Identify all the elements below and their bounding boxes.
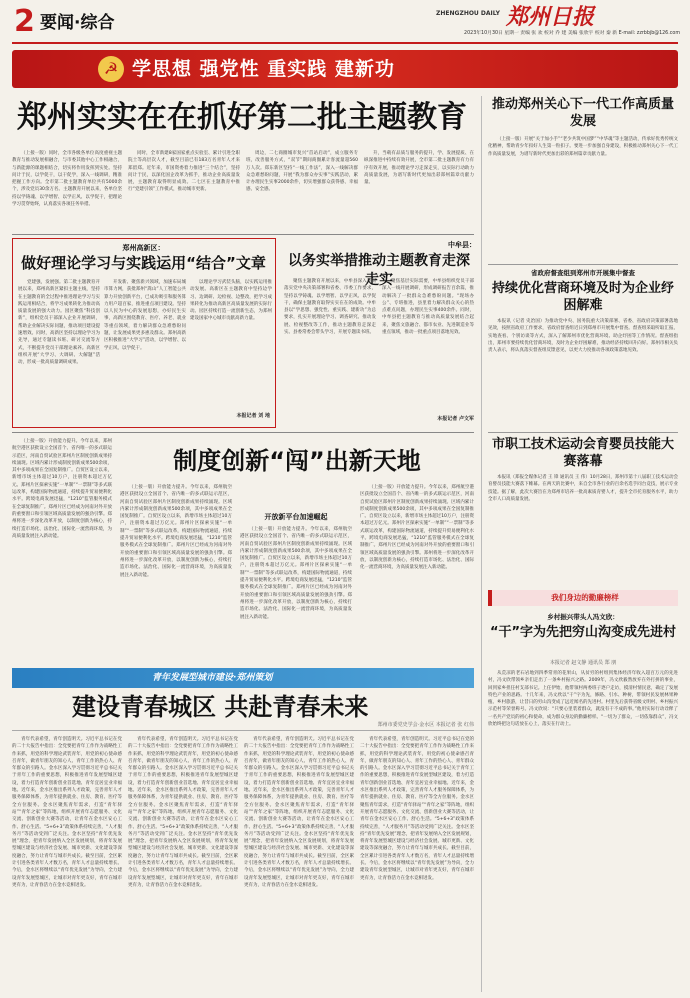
main-col-3: （上接一版）开放能力提升。今年以来，郑州航空港区获批设立全国首个、省内唯一的多式联运示范区，河南自贸试验区郑州片区制度创新成果持续涌现。区域内累计形成制度创新成果500余项，其中多项成果在全国复制推广。自贸区设立以来，新增市场主体超过10万户，注册资本超过万亿元。郑州片区探索实施“一单制”“一票制”等多式联运改革，构建国际物流通道，持续提升贸易便利化水平。跨境电商发展迅猛，“1210”监管服务模式在全球复制推广。郑州片区已经成为河南对外开放的重要窗口和引领区域高质量发展的强劲引擎。郑州将进一步深化改革开放，以制度创新为核心，持续打造市场化、法治化、国际化一流营商环境，为高质量发展注入新动能。 (240, 527, 352, 620)
right-article2-title: 持续优化营商环境及时为企业纾困解难 (491, 281, 674, 313)
right-article3-body: 本报讯（郑报全媒体记者 王 锋 通讯员 王 伟）10月28日，郑州市第十八届职工技术运动会育婴员技能大赛落下帷幕。在两天的比赛中，来自全市各行业的百余名选手同台竞技，展示专业技能。据了解，此次大赛旨在为郑州市培养一批高素质育婴人才，提升全市托育服务水平，助力全市人口高质量发展。 (488, 475, 678, 502)
column-divider (481, 96, 482, 992)
right-article1-body: （上接一版）开展“关于加小手”“老少共筑中国梦”“中华魂”等主题活动，传承好优秀传统文化精神，帮助青少年扣好人生第一粒扣子。要进一步加强自身建设，积极推动郑州关心下一代工作高质量发展，为谱写新时代更加出彩的郑州篇章贡献力量。 (488, 137, 678, 157)
party-emblem-icon: ☭ (98, 56, 124, 82)
article-right-reporter: 本报记者 卢文军 (437, 416, 474, 422)
article-left-reporter: 本报记者 刘 地 (236, 413, 270, 419)
youth-col-2: 青年代表希望，青年创造明天。习近平总书记在党的二十大报告中指出：全党要把青年工作作为战略性工作来抓，用党的科学理论武装青年，用党的初心使命感召青年，做青年朋友的知心人、青年工作的热心人、青年群众的引路人。金水区深入学习贯彻习近平总书记关于青年工作的重要思想，积极推进青年发展型城区建设，着力打造青年创新创业首选地、青年宜居宜业幸福地。近年来，金水区推出系列人才政策，完善青年人才服务保障体系，为青年提供就业、住房、教育、医疗等全方位服务。金水区聚焦青年需求，打造“青年驿站”“青年之家”等阵地，组织开展青年志愿服务、文化交流、创新创业大赛等活动，让青年在金水区安心工作、舒心生活。“5+6+3”政策体系持续完善，“人才服务月”等活动受到广泛关注。金水区坚持“青年优先发展”理念，把青年发展纳入全区发展规划，将青年发展型城区建设与经济社会发展、城市更新、文化建设等深度融合，努力让青年与城市共成长。截至目前，全区累计引进各类青年人才数万名，青年人才总量持续增长。今后，金水区将继续以“青年优先发展”为导向，全力建设青年发展型城区，让城市对青年更友好，青年在城市更有为，让青春活力在金水竞相迸发。 (128, 737, 238, 888)
divider-middle (12, 432, 474, 433)
article-right-title: 以务实举措推动主题教育走深走实 (288, 253, 470, 288)
right-rule-1 (488, 264, 678, 265)
main-col-4: （上接一版）开放能力提升。今年以来，郑州航空港区获批设立全国首个、省内唯一的多式联运示范区，河南自贸试验区郑州片区制度创新成果持续涌现。区域内累计形成制度创新成果500余项，其中多项成果在全国复制推广。自贸区设立以来，新增市场主体超过10万户，注册资本超过万亿元。郑州片区探索实施“一单制”“一票制”等多式联运改革，构建国际物流通道，持续提升贸易便利化水平。跨境电商发展迅猛，“1210”监管服务模式在全球复制推广。郑州片区已经成为河南对外开放的重要窗口和引领区域高质量发展的强劲引擎。郑州将进一步深化改革开放，以制度创新为核心，持续打造市场化、法治化、国际化一流营商环境，为高质量发展注入新动能。 (360, 485, 474, 571)
box-article-left (12, 238, 276, 428)
youth-col-3: 青年代表希望，青年创造明天。习近平总书记在党的二十大报告中指出：全党要把青年工作作为战略性工作来抓，用党的科学理论武装青年，用党的初心使命感召青年，做青年朋友的知心人、青年工作的热心人、青年群众的引路人。金水区深入学习贯彻习近平总书记关于青年工作的重要思想，积极推进青年发展型城区建设，着力打造青年创新创业首选地、青年宜居宜业幸福地。近年来，金水区推出系列人才政策，完善青年人才服务保障体系，为青年提供就业、住房、教育、医疗等全方位服务。金水区聚焦青年需求，打造“青年驿站”“青年之家”等阵地，组织开展青年志愿服务、文化交流、创新创业大赛等活动，让青年在金水区安心工作、舒心生活。“5+6+3”政策体系持续完善，“人才服务月”等活动受到广泛关注。金水区坚持“青年优先发展”理念，把青年发展纳入全区发展规划，将青年发展型城区建设与经济社会发展、城市更新、文化建设等深度融合，努力让青年与城市共成长。截至目前，全区累计引进各类青年人才数万名，青年人才总量持续增长。今后，金水区将继续以“青年优先发展”为导向，全力建设青年发展型城区，让城市对青年更友好，青年在城市更有为，让青春活力在金水竞相迸发。 (244, 737, 354, 888)
right-article4-col-1: 从荒凉的老石岩地到四季常青的花果山，从贫穷的村组到集体经济年收入超百万元的先进村，冯文欣带领乡亲们走出了一条乡村振兴之路。2009年，冯文欣毅然放弃在外打拼的事业，回到家乡担任村支部书记。上任伊始，他带领村两委班子逐户走访，摸清村情民意，确定了发展特色产业的思路。十几年来，冯文欣以“干”字为先，修路、引水、种树，带领村民发展林果种植、乡村旅游，让昔日的穷山沟变成了远近闻名的先进村。村里先后获得省级文明村、乡村振兴示范村等荣誉称号。冯文欣说：“只要心里装着群众，就没有干不成的事。”他用实际行动诠释了一名共产党员的初心和使命，成为群众身边的勤廉榜样。“一切为了群众，一切依靠群众”，冯文欣始终把这句话放在心上，落实在行动上。 (488, 671, 678, 728)
youth-banner-text: 青年发展型城市建设·郑州策划 (152, 673, 273, 683)
right-article3-title: 市职工技术运动会育婴员技能大赛落幕 (491, 437, 674, 469)
article-left-col-3: 以理论学习武装头脑，以实践运用推动发展。高新区在主题教育中坚持边学习、边调研、边检视、边整改，把学习成果转化为推动高新区高质量发展的实际行动。园区持续打造一流创新生态，为郑州建设国家中心城市贡献高新力量。 (190, 280, 272, 322)
youth-col-1: 青年代表希望，青年创造明天。习近平总书记在党的二十大报告中指出：全党要把青年工作作为战略性工作来抓，用党的科学理论武装青年，用党的初心使命感召青年，做青年朋友的知心人、青年工作的热心人、青年群众的引路人。金水区深入学习贯彻习近平总书记关于青年工作的重要思想，积极推进青年发展型城区建设，着力打造青年创新创业首选地、青年宜居宜业幸福地。近年来，金水区推出系列人才政策，完善青年人才服务保障体系，为青年提供就业、住房、教育、医疗等全方位服务。金水区聚焦青年需求，打造“青年驿站”“青年之家”等阵地，组织开展青年志愿服务、文化交流、创新创业大赛等活动，让青年在金水区安心工作、舒心生活。“5+6+3”政策体系持续完善，“人才服务月”等活动受到广泛关注。金水区坚持“青年优先发展”理念，把青年发展纳入全区发展规划，将青年发展型城区建设与经济社会发展、城市更新、文化建设等深度融合，努力让青年与城市共成长。截至目前，全区累计引进各类青年人才数万名，青年人才总量持续增长。今后，金水区将继续以“青年优先发展”为导向，全力建设青年发展型城区，让城市对青年更友好，青年在城市更有为，让青春活力在金水竞相迸发。 (12, 737, 122, 888)
lead-col-2: 同时，全市新建8家国家重点实验室、累计引进全职院士等高层次人才，截至目前已有183万名青年人才来郑留郑。近年来，市国资委着力推进“三个结合”，坚持问计于民，以深化国企改革为抓手，推动企业高质量发展，主题教育取得明显成效。二七区在主题教育中推行“党建引领”工作模式，推动城市更新。 (128, 151, 240, 193)
youth-banner (12, 668, 474, 688)
main-col-1: （上接一版）开放能力提升。今年以来，郑州航空港区获批设立全国首个、省内唯一的多式联运示范区，河南自贸试验区郑州片区制度创新成果持续涌现。区域内累计形成制度创新成果500余项，其中多项成果在全国复制推广。自贸区设立以来，新增市场主体超过10万户，注册资本超过万亿元。郑州片区探索实施“一单制”“一票制”等多式联运改革，构建国际物流通道，持续提升贸易便利化水平。跨境电商发展迅猛，“1210”监管服务模式在全球复制推广。郑州片区已经成为河南对外开放的重要窗口和引领区域高质量发展的强劲引擎。郑州将进一步深化改革开放，以制度创新为核心，持续打造市场化、法治化、国际化一流营商环境，为高质量发展注入新动能。 (12, 439, 112, 539)
right-article2-kicker: 省政府督查组到郑州市开展集中督查 (531, 269, 635, 277)
header-rule (12, 42, 678, 44)
page-header (0, 0, 690, 44)
theme-banner (12, 50, 678, 88)
article-right-col-2: 聚焦基层实际需要，中牟县组织党员干部深入一线开展调研，形成调研报告百余篇，推动解决了一批群众急难愁盼问题。“现场办公”、专班推进，县里着力解决群众关心的热点难点问题，办理民生实事400余件。同时，中牟县把主题教育与推动高质量发展结合起来，聚焦文旅融合、都市农业、先进制造业等重点领域，推动一批重点项目落地见效。 (382, 279, 474, 336)
main-col-2: （上接一版）开放能力提升。今年以来，郑州航空港区获批设立全国首个、省内唯一的多式联运示范区，河南自贸试验区郑州片区制度创新成果持续涌现。区域内累计形成制度创新成果500余项，其中多项成果在全国复制推广。自贸区设立以来，新增市场主体超过10万户，注册资本超过万亿元。郑州片区探索实施“一单制”“一票制”等多式联运改革，构建国际物流通道，持续提升贸易便利化水平。跨境电商发展迅猛，“1210”监管服务模式在全球复制推广。郑州片区已经成为河南对外开放的重要窗口和引领区域高质量发展的强劲引擎。郑州将进一步深化改革开放，以制度创新为核心，持续打造市场化、法治化、国际化一流营商环境，为高质量发展注入新动能。 (120, 485, 232, 578)
article-left-col-2: 开发新、聚焦新兴领域，加速布局城市算力网，获批郑州“嵩山”人工智能公共算力开放创新平台，已成功吸引和服务算力用户超百家，推进重点项目建设。坚持以人民为中心的发展思想，办好民生实事，高新区围绕教育、医疗、养老、就业等重点领域，着力解决群众急难愁盼问题，让发展成果更多惠及群众。郑州高新区积极推进“大学习”活动，以学增智、以学正风、以学促干。 (104, 280, 186, 351)
lead-col-1: （上接一版）同时，全市各级各单位高度重视主题教育与推动发展相融合，与市委其他中心工作相融合，与新能源的课题相结合，切实将作用发挥到实处。坚持问计于民，以学促干，以干促学，深入一线调研，精准把握工作方向。全市第二批主题教育单位共有5000余个，涉及党员30余万名。主题教育开展以来，各单位坚持以学铸魂、以学增智、以学正风、以学促干，把理论学习贯穿始终，认真落实各项任务举措。 (12, 151, 122, 208)
right-article1-title: 推动郑州关心下一代工作高质量发展 (491, 97, 674, 129)
article-right-kicker: 中牟县： (448, 241, 476, 249)
youth-byline: 郑州市委党史学会·金水区 本报记者 张 红伟 (377, 722, 474, 728)
youth-rule (12, 730, 474, 731)
main-title: 制度创新“闯”出新天地 (173, 447, 421, 475)
page-number: 2 (14, 4, 35, 39)
article-left-col-1: 党建强，发展强。第二批主题教育开展以来，郑州高新区紧扣主题主线，坚持在主题教育的全过程中推进理论学习与实践运用相结合，将学习成果转化为推动高质量发展的强大动力。园区聚焦“科技创新”，组织党员干部深入企业开展调研，帮助企业解决实际问题，推动项目建设提速增效。同时，高新区坚持以理论学习为先导，通过专题读书班、研讨交流等方式，不断提升党员干部理论素养。高新区组织开展“大学习、大调研、大解题”活动，形成一批高质量调研成果。 (18, 280, 100, 366)
right-article2-body: 本报讯（记者 史治国）为推动党中央、国务院重大决策部署、省委、省政府决策部署落地见效，按照省政府工作要求，省政府督查组近日到郑州市开展集中督查。督查组采取听取汇报、实地查看、个别访谈等方式，深入了解郑州市优化营商环境、助企纾困等工作情况。督查组指出，郑州市要持续优化营商环境，及时为企业纾困解难，推动经济持续回升向好。郑州市相关负责人表示，将认真落实督查组反馈意见，以更大力度推动各项政策落地见效。 (488, 319, 678, 354)
paper-name-en: ZHENGZHOU DAILY (436, 10, 500, 17)
youth-col-4: 青年代表希望，青年创造明天。习近平总书记在党的二十大报告中指出：全党要把青年工作作为战略性工作来抓，用党的科学理论武装青年，用党的初心使命感召青年，做青年朋友的知心人、青年工作的热心人、青年群众的引路人。金水区深入学习贯彻习近平总书记关于青年工作的重要思想，积极推进青年发展型城区建设，着力打造青年创新创业首选地、青年宜居宜业幸福地。近年来，金水区推出系列人才政策，完善青年人才服务保障体系，为青年提供就业、住房、教育、医疗等全方位服务。金水区聚焦青年需求，打造“青年驿站”“青年之家”等阵地，组织开展青年志愿服务、文化交流、创新创业大赛等活动，让青年在金水区安心工作、舒心生活。“5+6+3”政策体系持续完善，“人才服务月”等活动受到广泛关注。金水区坚持“青年优先发展”理念，把青年发展纳入全区发展规划，将青年发展型城区建设与经济社会发展、城市更新、文化建设等深度融合，努力让青年与城市共成长。截至目前，全区累计引进各类青年人才数万名，青年人才总量持续增长。今后，金水区将继续以“青年优先发展”为导向，全力建设青年发展型城区，让城市对青年更友好，青年在城市更有为，让青春活力在金水竞相迸发。 (360, 737, 474, 881)
divider-lead (12, 234, 474, 235)
lead-title: 郑州实实在在抓好第二批主题教育 (17, 100, 467, 135)
right-article4-kicker: 乡村振兴带头人冯文欣： (547, 613, 619, 621)
right-rule-2 (488, 432, 678, 433)
lead-col-4: 升，当载有品质与服务的提升，学、发展提质、在纵深推进中持续有效开展，全市第二批主题教育有力有序有效开展，推动理论学习走深走实，以实际行动助力高质量发展，为谱写新时代更加出彩郑州篇章贡献力量。 (364, 151, 474, 186)
banner-text: 学思想 强党性 重实践 建新功 (132, 58, 395, 80)
paper-name-cn: 郑州日报 (506, 4, 595, 30)
youth-title: 建设青春城区 共赴青春未来 (72, 693, 369, 721)
section-name: 要闻·综合 (40, 13, 115, 33)
article-right-col-1: 聚焦主题教育开展以来，中牟县深入贯彻落实党中央决策部署和省委、市委工作要求，坚持以学铸魂、以学增智、以学正风、以学促干，确保主题教育取得实实在在的成效。中牟县以“学思想、强党性、重实践、建新功”为总要求，扎实开展理论学习、调查研究、推动发展、检视整改等工作，推动主题教育走深走实。县委常委会带头学习，开展专题读书班。 (284, 279, 376, 336)
main-subhead: 开放新平台加速崛起 (264, 513, 328, 521)
lead-col-3: 周边，二七商圈城市复兴“首站启动”，成立服务专班，改善服务方式，“双节”期间商圈累计客流量超560万人次。郑东新区坚持“一线工作法”，深入一线解决群众急难愁盼问题，开展“我为群众办实事”实践活动，累计办理民生实事2000余件，切实增强群众获得感、幸福感、安全感。 (246, 151, 358, 193)
right-article4-title: “干”字为先把穷山沟变成先进村 (489, 625, 677, 640)
article-left-kicker: 郑州高新区： (122, 244, 165, 252)
article-left-title: 做好理论学习与实践运用“结合”文章 (21, 254, 266, 272)
right-article4-byline: 本报记者 赵文静 通讯员 郑 朋 (549, 660, 617, 666)
duty-banner (488, 590, 678, 606)
duty-banner-text: 我们身边的勤廉榜样 (551, 593, 619, 602)
date-line: 2023年10月30日 星期一 责编 张 欢 校对 乔 建 美编 张欣宇 校对 秦 新 E-mail: zzrbbjb@126.com (464, 31, 680, 36)
